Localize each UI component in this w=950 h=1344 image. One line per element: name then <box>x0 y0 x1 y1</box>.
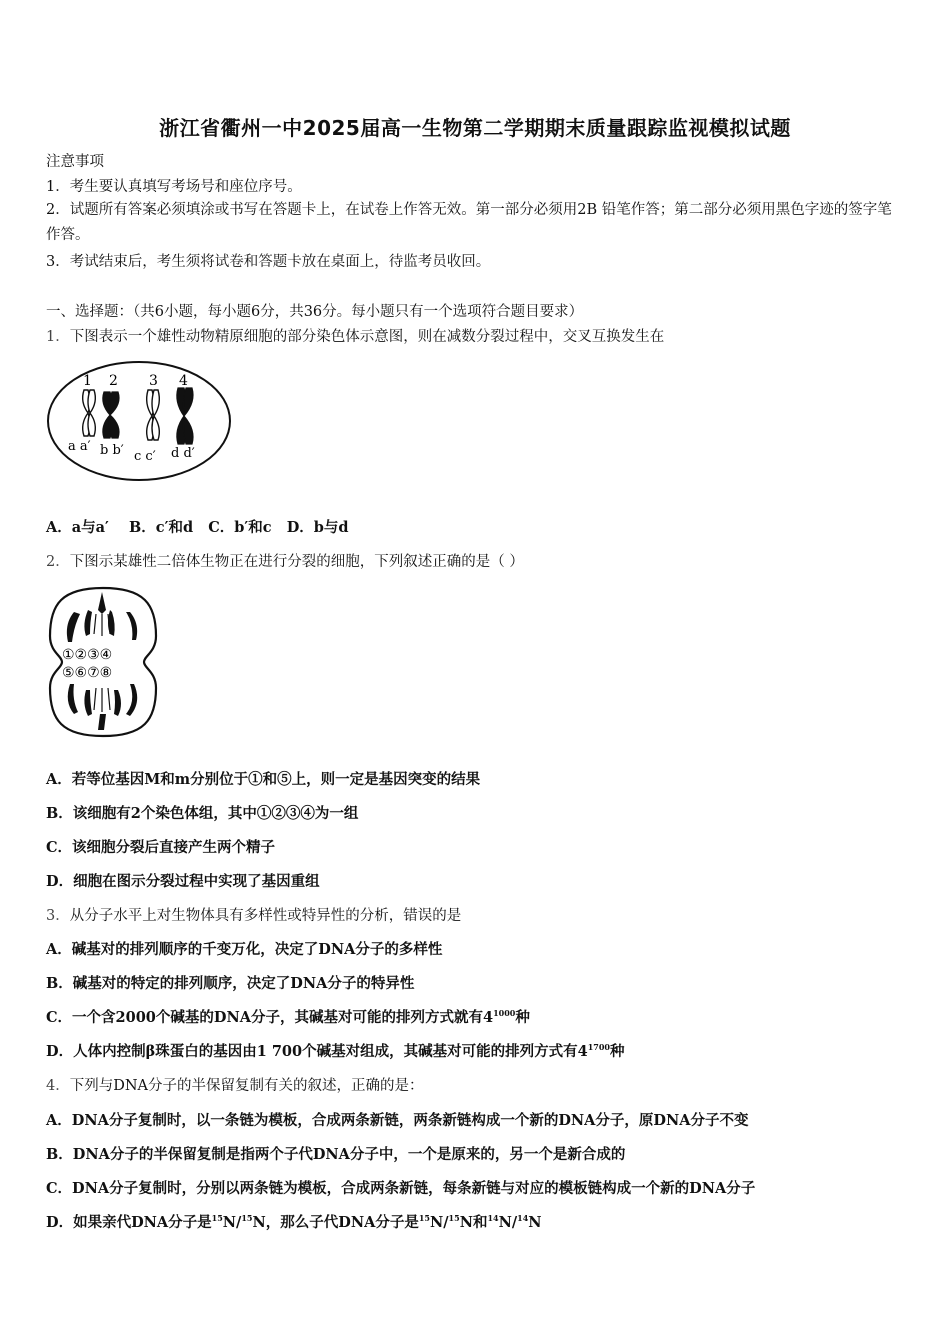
question-4-option-b: B．DNA分子的半保留复制是指两个子代DNA分子中，一个是原来的，另一个是新合成的 <box>46 1146 626 1163</box>
question-4-stem: 4．下列与DNA分子的半保留复制有关的叙述，正确的是： <box>46 1078 424 1094</box>
notice-item-3: 3．考试结束后，考生须将试卷和答题卡放在桌面上，待监考员收回。 <box>46 254 491 270</box>
question-2-option-c: C．该细胞分裂后直接产生两个精子 <box>46 839 276 856</box>
allele-label: d d′ <box>171 446 195 461</box>
question-3-stem: 3．从分子水平上对生物体具有多样性或特异性的分析，错误的是 <box>46 908 462 924</box>
chromosome-number: 3 <box>149 373 158 389</box>
question-4-option-d: D．如果亲代DNA分子是$^{15}$N/$^{15}$N，那么子代DNA分子是$^{15}$N/$^{15}$N和$^{14}$N/$^{14}$N <box>46 1213 542 1231</box>
chromosome-numbers-bottom: ⑤⑥⑦⑧ <box>62 665 113 681</box>
question-3-option-d: D．人体内控制β珠蛋白的基因由1 700个碱基对组成，其碱基对可能的排列方式有$4^{1700}$种 <box>46 1042 625 1060</box>
chromosome-figure-q1 <box>44 358 234 484</box>
section-heading: 一、选择题：（共6小题，每小题6分，共36分。每小题只有一个选项符合题目要求） <box>46 304 584 320</box>
question-1-stem: 1．下图表示一个雄性动物精原细胞的部分染色体示意图，则在减数分裂过程中，交叉互换发生在 <box>46 329 665 345</box>
chromosome-numbers-top: ①②③④ <box>62 647 113 663</box>
allele-label: b b′ <box>100 443 124 458</box>
dividing-cell-figure-q2 <box>44 584 162 740</box>
notice-item-2: 2．试题所有答案必须填涂或书写在答题卡上，在试卷上作答无效。第一部分必须用2B 铅笔作答；第二部分必须用黑色字迹的签字笔作答。 <box>46 202 892 243</box>
question-3-option-a: A．碱基对的排列顺序的千变万化，决定了DNA分子的多样性 <box>46 941 443 958</box>
question-2-option-b: B．该细胞有2个染色体组，其中①②③④为一组 <box>46 805 359 822</box>
chromosome-number: 1 <box>83 373 92 389</box>
chromosome-number: 2 <box>109 373 118 389</box>
question-4-option-a: A．DNA分子复制时，以一条链为模板，合成两条新链，两条新链构成一个新的DNA分子，原DNA分子不变 <box>46 1112 749 1129</box>
question-3-number: 3． <box>46 908 70 924</box>
question-2-option-a: A．若等位基因M和m分别位于①和⑤上，则一定是基因突变的结果 <box>46 771 481 788</box>
question-2-number: 2． <box>46 554 70 570</box>
question-2-option-d: D．细胞在图示分裂过程中实现了基因重组 <box>46 873 320 890</box>
question-3-option-c: C．一个含2000个碱基的DNA分子，其碱基对可能的排列方式就有$4^{1000}$种 <box>46 1008 530 1026</box>
allele-label: c c′ <box>134 449 156 464</box>
notice-item-1: 1．考生要认真填写考场号和座位序号。 <box>46 179 302 195</box>
question-4-option-c: C．DNA分子复制时，分别以两条链为模板，合成两条新链，每条新链与对应的模板链构成一个新的DNA分子 <box>46 1180 756 1197</box>
question-1-options: A．a与a′ B．c′和d C．b′和c D．b与d <box>46 519 349 536</box>
question-4-number: 4． <box>46 1078 70 1094</box>
question-3-option-b: B．碱基对的特定的排列顺序，决定了DNA分子的特异性 <box>46 975 415 992</box>
question-2-stem: 2．下图示某雄性二倍体生物正在进行分裂的细胞，下列叙述正确的是（ ） <box>46 554 524 570</box>
page-title: 浙江省衢州一中2025届高一生物第二学期期末质量跟踪监视模拟试题 <box>159 116 791 140</box>
allele-label: a a′ <box>68 439 91 454</box>
question-1-number: 1． <box>46 329 70 345</box>
chromosome-number: 4 <box>179 373 188 389</box>
notice-heading: 注意事项 <box>46 154 104 170</box>
